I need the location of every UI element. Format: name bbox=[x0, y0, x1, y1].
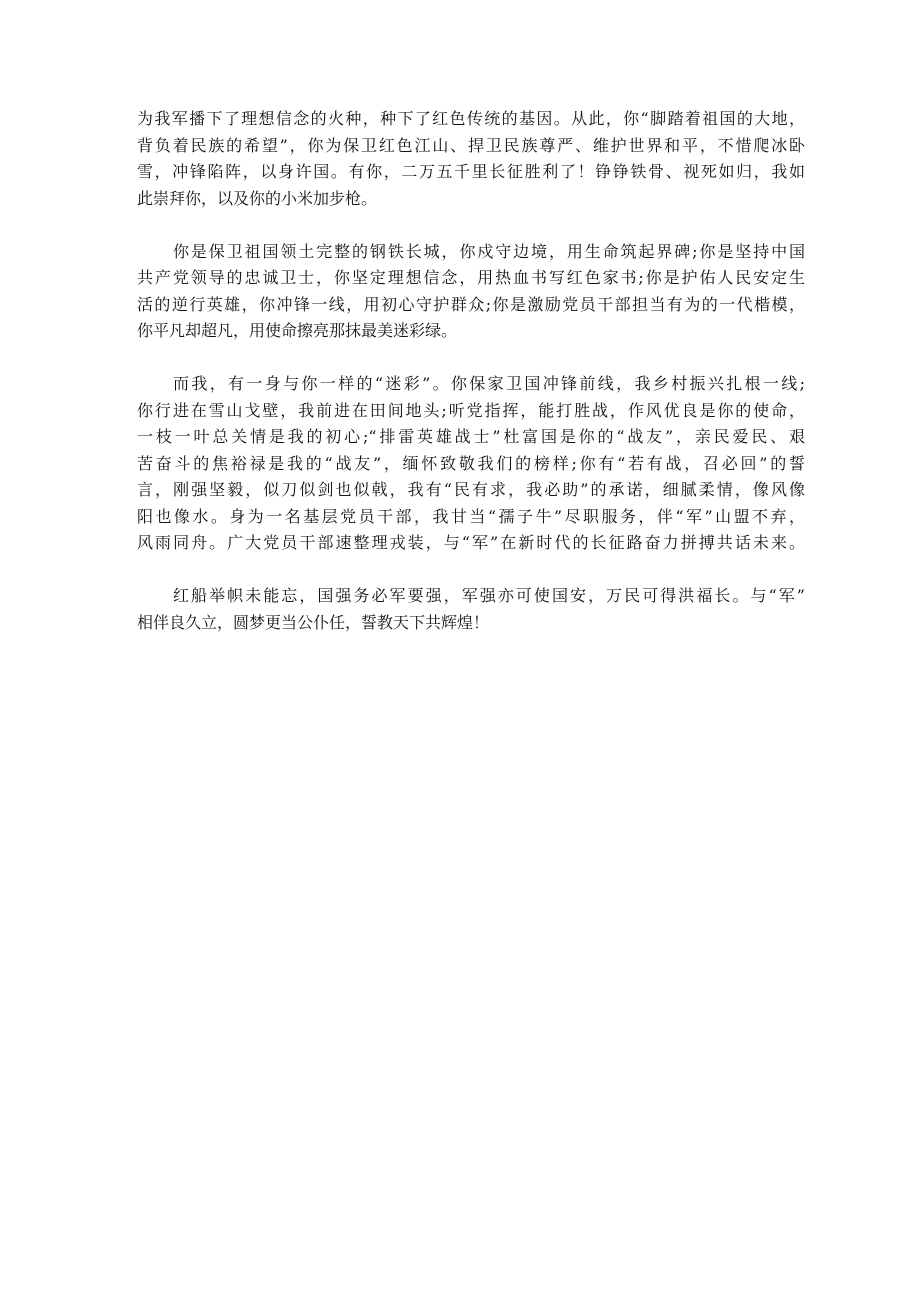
text-line: 活的逆行英雄，你冲锋一线，用初心守护群众;你是激励党员干部担当有为的一代楷模， bbox=[137, 294, 805, 314]
paragraph-2 bbox=[137, 239, 805, 345]
text-line: 共产党领导的忠诚卫士，你坚定理想信念，用热血书写红色家书;你是护佑人民安定生 bbox=[137, 268, 805, 287]
text-line: 为我军播下了理想信念的火种，种下了红色传统的基因。从此，你“脚踏着祖国的大地， bbox=[137, 109, 805, 128]
text-line: 此崇拜你，以及你的小米加步枪。 bbox=[137, 188, 378, 208]
text-line: 背负着民族的希望”，你为保卫红色江山、捍卫民族尊严、维护世界和平，不惜爬冰卧 bbox=[137, 135, 805, 155]
text-line: 你是保卫祖国领土完整的钢铁长城，你戍守边境，用生命筑起界碑;你是坚持中国 bbox=[173, 241, 805, 261]
text-line: 雪，冲锋陷阵，以身许国。有你，二万五千里长征胜利了！铮铮铁骨、视死如归，我如 bbox=[137, 162, 805, 181]
text-line: 苦奋斗的焦裕禄是我的“战友”，缅怀致敬我们的榜样;你有“若有战，召必回”的誓 bbox=[137, 453, 805, 473]
text-line: 红船举帜未能忘，国强务必军要强，军强亦可使国安，万民可得洪福长。与“军” bbox=[173, 586, 805, 605]
text-line: 风雨同舟。广大党员干部速整理戎装，与“军”在新时代的长征路奋力拼搏共话未来。 bbox=[137, 533, 805, 552]
document-body bbox=[137, 106, 805, 663]
text-line: 一枝一叶总关情是我的初心;“排雷英雄战士”杜富国是你的“战友”，亲民爱民、艰 bbox=[137, 427, 805, 446]
text-line: 阳也像水。身为一名基层党员干部，我甘当“孺子牛”尽职服务，伴“军”山盟不弃， bbox=[137, 506, 805, 526]
text-line: 相伴良久立，圆梦更当公仆任，誓教天下共辉煌！ bbox=[137, 612, 490, 632]
text-line: 你行进在雪山戈壁，我前进在田间地头;听党指挥，能打胜战，作风优良是你的使命， bbox=[137, 400, 805, 420]
paragraph-4 bbox=[137, 583, 805, 636]
paragraph-1 bbox=[137, 106, 805, 212]
paragraph-3 bbox=[137, 371, 805, 557]
text-line: 你平凡却超凡，用使命擦亮那抹最美迷彩绿。 bbox=[137, 321, 458, 340]
text-line: 而我，有一身与你一样的“迷彩”。你保家卫国冲锋前线，我乡村振兴扎根一线; bbox=[173, 374, 805, 393]
text-line: 言，刚强坚毅，似刀似剑也似戟，我有“民有求，我必助”的承诺，细腻柔情，像风像 bbox=[137, 480, 805, 499]
